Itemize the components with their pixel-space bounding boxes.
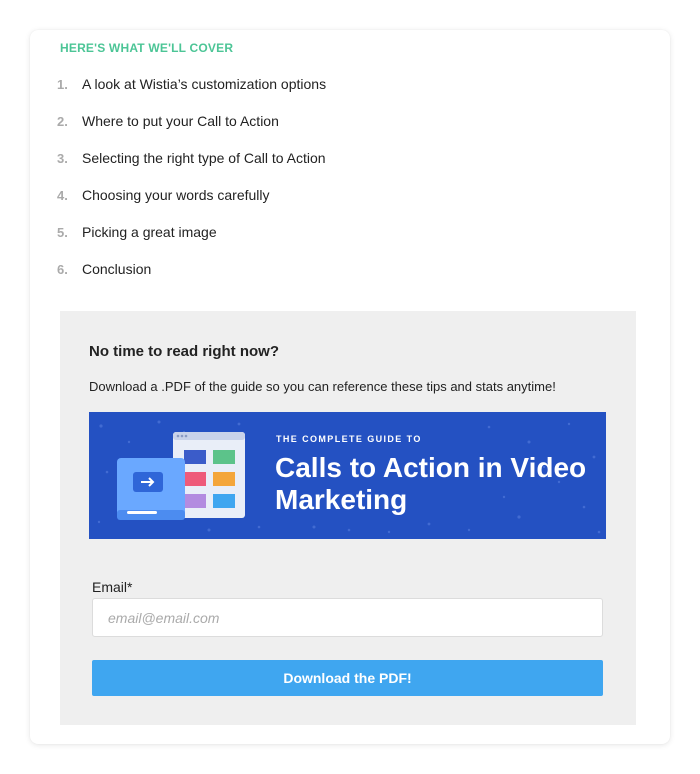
panel-title: No time to read right now? xyxy=(89,343,279,360)
toc-item[interactable] xyxy=(57,187,326,224)
toc-label: Where to put your Call to Action xyxy=(82,113,279,129)
toc-number: 4. xyxy=(57,188,68,203)
toc-item[interactable] xyxy=(57,224,326,261)
toc-item[interactable] xyxy=(57,76,326,113)
cover-heading: HERE'S WHAT WE'LL COVER xyxy=(60,41,234,55)
banner-kicker: THE COMPLETE GUIDE TO xyxy=(276,434,422,444)
toc-number: 3. xyxy=(57,151,68,166)
toc-label: Choosing your words carefully xyxy=(82,187,270,203)
banner-headline: Calls to Action in Video Marketing xyxy=(275,452,587,515)
toc-number: 6. xyxy=(57,262,68,277)
panel-description: Download a .PDF of the guide so you can reference these tips and stats anytime! xyxy=(89,379,556,394)
download-pdf-button[interactable]: Download the PDF! xyxy=(92,660,603,696)
toc-label: A look at Wistia’s customization options xyxy=(82,76,327,92)
toc-item[interactable] xyxy=(57,150,326,187)
email-input[interactable] xyxy=(92,598,603,637)
toc-item[interactable] xyxy=(57,261,326,298)
toc-number: 5. xyxy=(57,225,68,240)
email-label: Email* xyxy=(92,579,133,595)
toc-label: Picking a great image xyxy=(82,224,217,240)
toc-item[interactable] xyxy=(57,113,326,150)
table-of-contents xyxy=(57,76,326,298)
download-panel xyxy=(60,311,636,725)
toc-label: Conclusion xyxy=(82,261,152,277)
guide-banner xyxy=(89,412,606,539)
toc-number: 1. xyxy=(57,77,68,92)
toc-label: Selecting the right type of Call to Action xyxy=(82,150,326,166)
toc-number: 2. xyxy=(57,114,68,129)
